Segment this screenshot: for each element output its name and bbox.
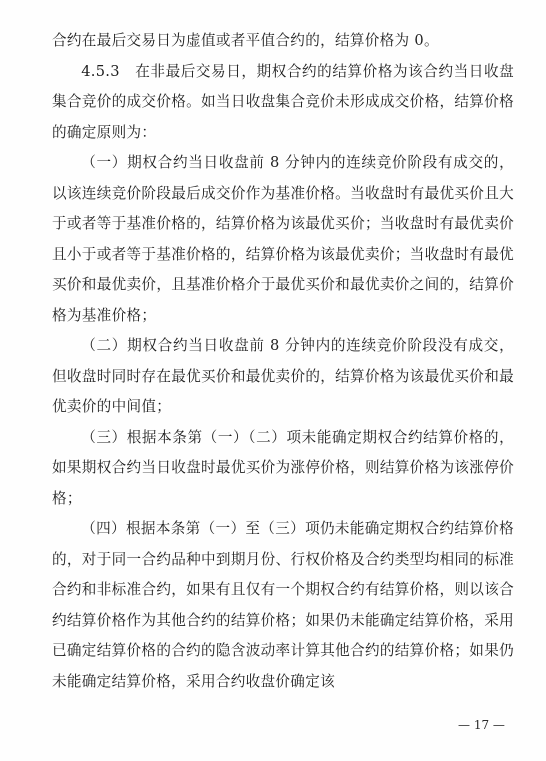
page-number: — 17 — [458,718,505,732]
paragraph-item-2: （二）期权合约当日收盘前 8 分钟内的连续竞价阶段没有成交，但收盘时同时存在最优买价和最优卖价的，结算价格为该最优买价和最优卖价的中间值； [52,337,514,415]
paragraph-item-3: （三）根据本条第（一）（二）项未能确定期权合约结算价格的，如果期权合约当日收盘时最优买价为涨停价格，则结算价格为该涨停价格； [52,428,514,507]
body-text [52,26,514,697]
paragraph-clause-4-5-3: 4.5.3 在非最后交易日，期权合约的结算价格为该合约当日收盘集合竞价的成交价格。如当日收盘集合竞价未形成成交价格，结算价格的确定原则为： [52,62,514,141]
paragraph-item-1: （一）期权合约当日收盘前 8 分钟内的连续竞价阶段有成交的，以该连续竞价阶段最后成交价作为基准价格。当收盘时有最优买价且大于或者等于基准价格的，结算价格为该最优买价；当收盘时有最优卖价且小于或者等于基准价格的，结算价格为该最优卖价；当收盘时有最优买价和最优卖价，且基准价格介于最优买价和最优卖价之间的，结算价格为基准价格； [52,154,514,324]
paragraph-continuation: 合约在最后交易日为虚值或者平值合约的，结算价格为 0。 [52,32,439,49]
paragraph-item-4: （四）根据本条第（一）至（三）项仍未能确定期权合约结算价格的，对于同一合约品种中到期月份、行权价格及合约类型均相同的标准合约和非标准合约，如果有且仅有一个期权合约有结算价格，则以该合约结算价格作为其他合约的结算价格；如果仍未能确定结算价格，采用已确定结算价格的合约的隐含波动率计算其他合约的结算价格；如果仍未能确定结算价格，采用合约收盘价确定该 [52,520,514,690]
